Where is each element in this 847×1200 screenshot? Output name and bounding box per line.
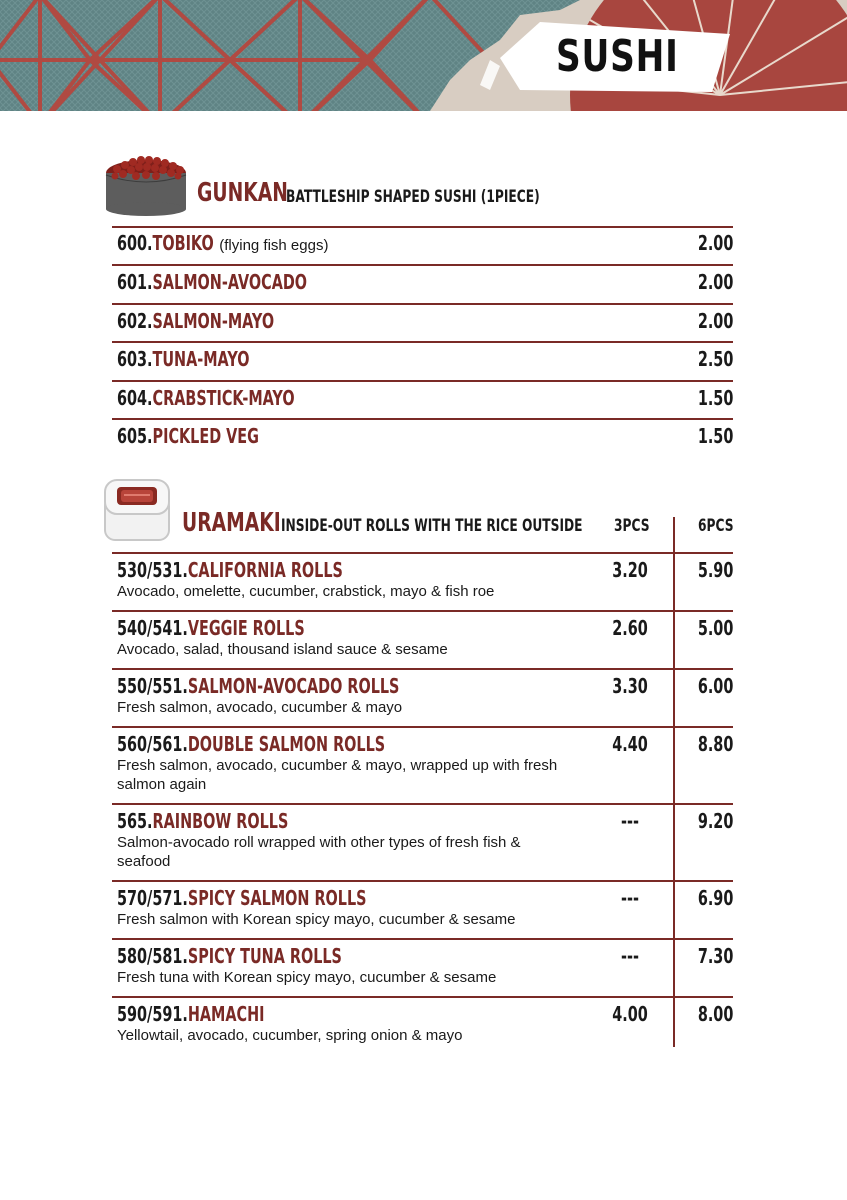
item-number: 602. xyxy=(117,309,153,333)
gunkan-item-name xyxy=(117,347,249,371)
uramaki-item-name xyxy=(117,674,399,698)
item-number: 605. xyxy=(117,424,153,448)
row-divider xyxy=(112,726,733,728)
uramaki-item-name xyxy=(117,809,288,833)
item-price: 2.50 xyxy=(697,347,733,371)
row-divider xyxy=(112,938,733,940)
gunkan-item-name xyxy=(117,386,295,410)
price-6pcs: 7.30 xyxy=(697,944,733,968)
item-name: SALMON-MAYO xyxy=(152,309,275,333)
price-3pcs: --- xyxy=(621,809,639,833)
uramaki-item-name xyxy=(117,732,385,756)
row-divider xyxy=(112,264,733,266)
page-title: SUSHI xyxy=(556,31,679,82)
item-number: 601. xyxy=(117,270,153,294)
gunkan-item-name xyxy=(117,270,307,294)
item-price: 2.00 xyxy=(697,309,733,333)
price-6pcs: 8.00 xyxy=(697,1002,733,1026)
item-name: SALMON-AVOCADO ROLLS xyxy=(187,674,400,698)
item-name: SPICY SALMON ROLLS xyxy=(187,886,367,910)
item-name: RAINBOW ROLLS xyxy=(152,809,289,833)
item-number: 540/541. xyxy=(117,616,188,640)
price-3pcs: 4.00 xyxy=(612,1002,648,1026)
col-header-3pcs: 3PCS xyxy=(614,516,650,536)
row-divider xyxy=(112,341,733,343)
item-number: 570/571. xyxy=(117,886,188,910)
gunkan-item-name xyxy=(117,424,259,448)
price-6pcs: 6.00 xyxy=(697,674,733,698)
item-number: 604. xyxy=(117,386,153,410)
price-3pcs: --- xyxy=(621,886,639,910)
item-number: 565. xyxy=(117,809,153,833)
item-description: Fresh salmon with Korean spicy mayo, cucumber & sesame xyxy=(117,911,516,928)
uramaki-roll-icon xyxy=(104,478,170,547)
gunkan-item-name xyxy=(117,231,329,258)
item-number: 590/591. xyxy=(117,1002,188,1026)
uramaki-item-name xyxy=(117,1002,265,1026)
uramaki-item-name xyxy=(117,616,305,640)
row-divider xyxy=(112,803,733,805)
item-number: 600. xyxy=(117,231,153,255)
gunkan-roe-icon xyxy=(103,155,189,222)
uramaki-item-name xyxy=(117,558,343,582)
uramaki-title: URAMAKI xyxy=(182,508,281,538)
price-3pcs: 3.20 xyxy=(612,558,648,582)
item-price: 1.50 xyxy=(697,424,733,448)
item-name: CRABSTICK-MAYO xyxy=(152,386,295,410)
uramaki-subtitle: INSIDE-OUT ROLLS WITH THE RICE OUTSIDE xyxy=(281,516,583,536)
banner-pattern xyxy=(0,0,847,111)
col-header-6pcs: 6PCS xyxy=(698,516,734,536)
price-3pcs: --- xyxy=(621,944,639,968)
item-price: 2.00 xyxy=(697,231,733,255)
item-description: Yellowtail, avocado, cucumber, spring onion & mayo xyxy=(117,1027,463,1044)
gunkan-item-name xyxy=(117,309,274,333)
item-description: Fresh salmon, avocado, cucumber & mayo xyxy=(117,699,403,716)
item-description: Avocado, omelette, cucumber, crabstick, mayo & fish roe xyxy=(117,583,495,600)
price-6pcs: 9.20 xyxy=(697,809,733,833)
item-description: Fresh salmon, avocado, cucumber & mayo, wrapped up with fresh salmon again xyxy=(117,757,558,793)
gunkan-subtitle: BATTLESHIP SHAPED SUSHI (1PIECE) xyxy=(286,187,540,207)
item-name: VEGGIE ROLLS xyxy=(187,616,305,640)
uramaki-item-name xyxy=(117,886,367,910)
item-number: 550/551. xyxy=(117,674,188,698)
item-description: Fresh tuna with Korean spicy mayo, cucumber & sesame xyxy=(117,969,497,986)
item-name: TOBIKO xyxy=(152,231,214,255)
item-name: SPICY TUNA ROLLS xyxy=(187,944,342,968)
item-name: DOUBLE SALMON ROLLS xyxy=(187,732,386,756)
price-column-divider xyxy=(673,517,675,1047)
price-3pcs: 3.30 xyxy=(612,674,648,698)
row-divider xyxy=(112,880,733,882)
row-divider xyxy=(112,380,733,382)
item-name: CALIFORNIA ROLLS xyxy=(187,558,343,582)
row-divider xyxy=(112,668,733,670)
price-6pcs: 5.90 xyxy=(697,558,733,582)
item-number: 603. xyxy=(117,347,153,371)
price-3pcs: 2.60 xyxy=(612,616,648,640)
row-divider xyxy=(112,303,733,305)
price-3pcs: 4.40 xyxy=(612,732,648,756)
item-note: (flying fish eggs) xyxy=(219,237,329,254)
price-6pcs: 6.90 xyxy=(697,886,733,910)
row-divider xyxy=(112,552,733,554)
uramaki-item-name xyxy=(117,944,342,968)
item-description: Salmon-avocado roll wrapped with other types of fresh fish & seafood xyxy=(117,834,521,870)
price-6pcs: 5.00 xyxy=(697,616,733,640)
item-name: PICKLED VEG xyxy=(152,424,259,448)
item-price: 1.50 xyxy=(697,386,733,410)
row-divider xyxy=(112,418,733,420)
item-description: Avocado, salad, thousand island sauce & sesame xyxy=(117,641,448,658)
row-divider xyxy=(112,226,733,228)
item-number: 560/561. xyxy=(117,732,188,756)
row-divider xyxy=(112,996,733,998)
row-divider xyxy=(112,610,733,612)
price-6pcs: 8.80 xyxy=(697,732,733,756)
item-name: SALMON-AVOCADO xyxy=(152,270,308,294)
item-number: 530/531. xyxy=(117,558,188,582)
header-banner xyxy=(0,0,847,111)
item-number: 580/581. xyxy=(117,944,188,968)
item-name: HAMACHI xyxy=(187,1002,265,1026)
item-price: 2.00 xyxy=(697,270,733,294)
item-name: TUNA-MAYO xyxy=(152,347,250,371)
gunkan-title: GUNKAN xyxy=(197,178,288,208)
